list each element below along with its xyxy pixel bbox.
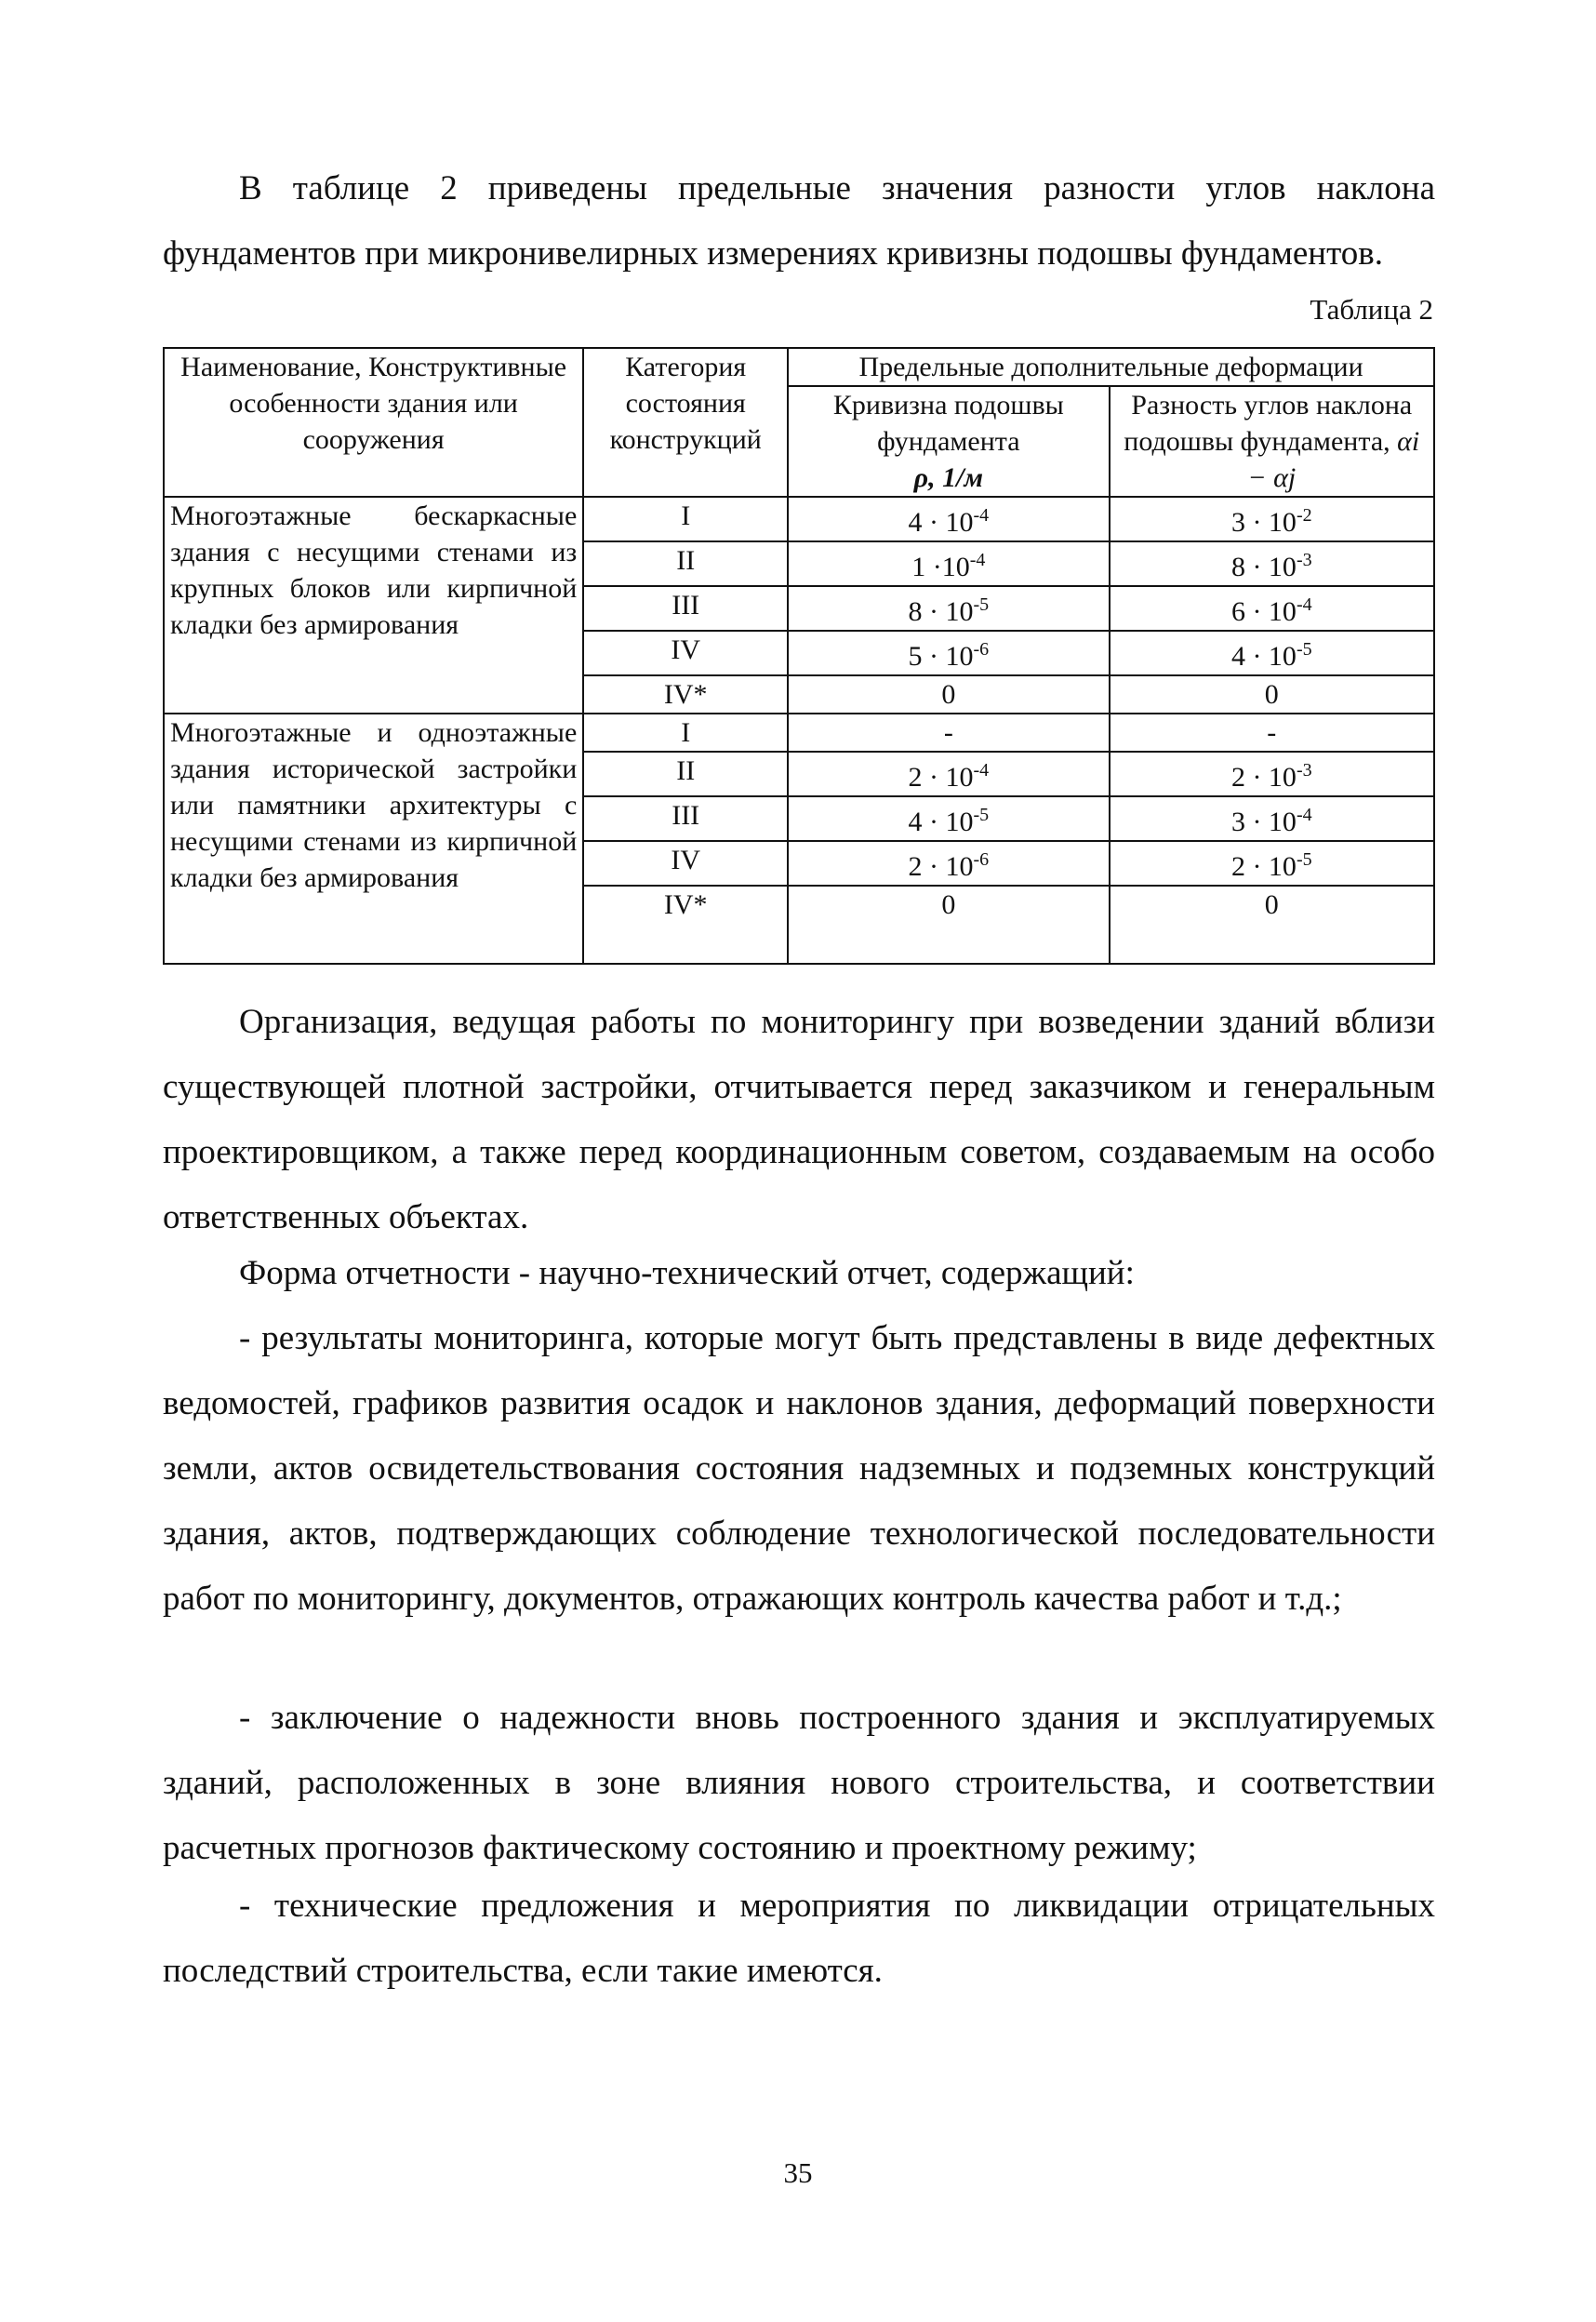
page-number: 35	[783, 2156, 813, 2189]
table-cell-angle-diff: 0	[1110, 886, 1434, 964]
header-curvature-symbol: ρ, 1/м	[913, 462, 983, 493]
paragraph-report-form: Форма отчетности - научно-технический отчет, содержащий:	[239, 1254, 1135, 1292]
table-cell-curvature: $8 \cdot 10^{-5}$	[788, 586, 1109, 631]
paragraph-organization: Организация, ведущая работы по мониторингу при возведении зданий вблизи существующей плотной застройки, отчитывается перед заказчиком и генеральным проектировщиком, а также перед координационным советом, создаваемым на особо ответственных объектах.	[163, 1003, 1435, 1236]
table-cell-curvature: $2 \cdot 10^{-4}$	[788, 752, 1109, 796]
table-cell-curvature: $4 \cdot 10^{-4}$	[788, 497, 1109, 541]
table-cell-category: I	[583, 714, 788, 752]
header-name: Наименование, Конструктивные особенности здания или сооружения	[164, 348, 583, 497]
table-cell-angle-diff: $8 \cdot 10^{-3}$	[1110, 541, 1434, 586]
header-curvature-label: Кривизна подошвы фундамента	[832, 390, 1064, 457]
table-cell-curvature: -	[788, 714, 1109, 752]
table-cell-category: I	[583, 497, 788, 541]
table-cell-category: IV	[583, 841, 788, 886]
table-cell-category: II	[583, 752, 788, 796]
paragraph-proposals: - технические предложения и мероприятия по ликвидации отрицательных последствий строительства, если такие имеются.	[163, 1887, 1435, 1990]
table-cell-angle-diff: $4 \cdot 10^{-5}$	[1110, 631, 1434, 675]
header-angle-diff-label: Разность углов наклона подошвы фундамента,	[1124, 390, 1413, 457]
table-cell-angle-diff: 0	[1110, 675, 1434, 714]
table-cell-curvature: $5 \cdot 10^{-6}$	[788, 631, 1109, 675]
limits-table	[163, 347, 1435, 965]
table-cell-curvature: $1 \cdot 10^{-4}$	[788, 541, 1109, 586]
paragraph-conclusion: - заключение о надежности вновь построенного здания и эксплуатируемых зданий, расположенных в зоне влияния нового строительства, и соответствии расчетных прогнозов фактическому состоянию и проектному режиму;	[163, 1699, 1435, 1867]
table-cell-angle-diff: $6 \cdot 10^{-4}$	[1110, 586, 1434, 631]
table-cell-curvature: 0	[788, 675, 1109, 714]
table-cell-category: II	[583, 541, 788, 586]
table-cell-angle-diff: $2 \cdot 10^{-5}$	[1110, 841, 1434, 886]
table-cell-category: IV*	[583, 675, 788, 714]
header-curvature	[788, 386, 1109, 497]
intro-paragraph: В таблице 2 приведены предельные значения разности углов наклона фундаментов при микронивелирных измерениях кривизны подошвы фундаментов.	[163, 169, 1435, 273]
table-cell-category: III	[583, 796, 788, 841]
table-cell-category: III	[583, 586, 788, 631]
group-name-1: Многоэтажные бескаркасные здания с несущими стенами из крупных блоков или кирпичной кладки без армирования	[164, 497, 583, 714]
table-cell-category: IV	[583, 631, 788, 675]
table-cell-angle-diff: $3 \cdot 10^{-2}$	[1110, 497, 1434, 541]
table-cell-curvature: $4 \cdot 10^{-5}$	[788, 796, 1109, 841]
table-cell-angle-diff: $2 \cdot 10^{-3}$	[1110, 752, 1434, 796]
header-deformations: Предельные дополнительные деформации	[788, 348, 1434, 386]
header-angle-diff	[1110, 386, 1434, 497]
header-angle-symbol: αi − αj	[1247, 426, 1420, 493]
table-cell-angle-diff: -	[1110, 714, 1434, 752]
table-caption: Таблица 2	[1310, 293, 1433, 326]
group-name-2: Многоэтажные и одноэтажные здания исторической застройки или памятники архитектуры с несущими стенами из кирпичной кладки без армирования	[164, 714, 583, 964]
paragraph-monitoring-results: - результаты мониторинга, которые могут быть представлены в виде дефектных ведомостей, графиков развития осадок и наклонов здания, деформаций поверхности земли, актов освидетельствования состояния надземных и подземных конструкций здания, актов, подтверждающих соблюдение технологической последовательности работ по мониторингу, документов, отражающих контроль качества работ и т.д.;	[163, 1319, 1435, 1618]
header-category: Категория состояния конструкций	[583, 348, 788, 497]
table-cell-curvature: 0	[788, 886, 1109, 964]
table-cell-curvature: $2 \cdot 10^{-6}$	[788, 841, 1109, 886]
table-cell-angle-diff: $3 \cdot 10^{-4}$	[1110, 796, 1434, 841]
table-cell-category: IV*	[583, 886, 788, 964]
